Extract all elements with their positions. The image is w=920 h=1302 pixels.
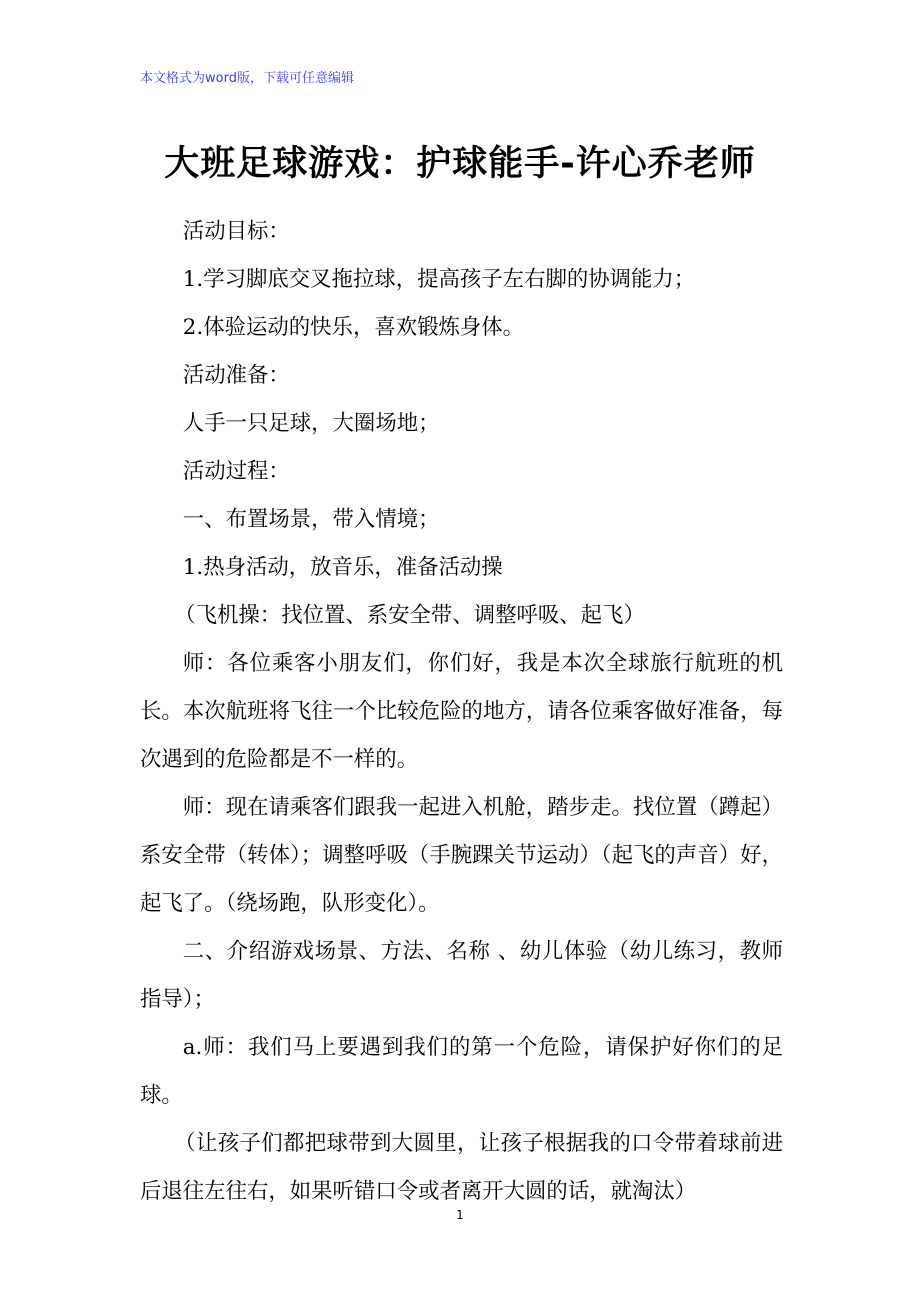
- paragraph: 活动目标：: [182, 219, 290, 244]
- paragraph: 二、介绍游戏场景、方法、名称 、幼儿体验（幼儿练习，教师指导）；: [140, 939, 783, 1012]
- paragraph: 师：现在请乘客们跟我一起进入机舱，踏步走。找位置（蹲起）系安全带（转体）；调整呼吸（手腕踝关节运动）（起飞的声音）好，起飞了。（绕场跑，队形变化）。: [140, 795, 783, 916]
- paragraph: 1.学习脚底交叉拖拉球，提高孩子左右脚的协调能力；: [182, 267, 696, 292]
- paragraph: （飞机操：找位置、系安全带、调整呼吸、起飞）: [174, 603, 645, 628]
- paragraph: 活动过程：: [182, 459, 290, 484]
- paragraph: a.师：我们马上要遇到我们的第一个危险，请保护好你们的足球。: [140, 1035, 783, 1108]
- document-body: [140, 208, 783, 1216]
- paragraph: 一、布置场景，带入情境；: [182, 507, 440, 532]
- paragraph: 人手一只足球，大圈场地；: [182, 411, 440, 436]
- header-note: 本文格式为word版，下载可任意编辑: [140, 71, 354, 86]
- paragraph: （让孩子们都把球带到大圆里，让孩子根据我的口令带着球前进后退往左往右，如果听错口令或者离开大圆的话，就淘汰）: [140, 1131, 783, 1204]
- paragraph: 师：各位乘客小朋友们，你们好，我是本次全球旅行航班的机长。本次航班将飞往一个比较危险的地方，请各位乘客做好准备，每次遇到的危险都是不一样的。: [140, 651, 783, 772]
- document-title: 大班足球游戏：护球能手-许心乔老师: [164, 144, 756, 184]
- paragraph: 活动准备：: [182, 363, 290, 388]
- paragraph: 1.热身活动，放音乐，准备活动操: [182, 555, 503, 580]
- paragraph: 2.体验运动的快乐，喜欢锻炼身体。: [182, 315, 525, 340]
- page-number: 1: [456, 1208, 464, 1222]
